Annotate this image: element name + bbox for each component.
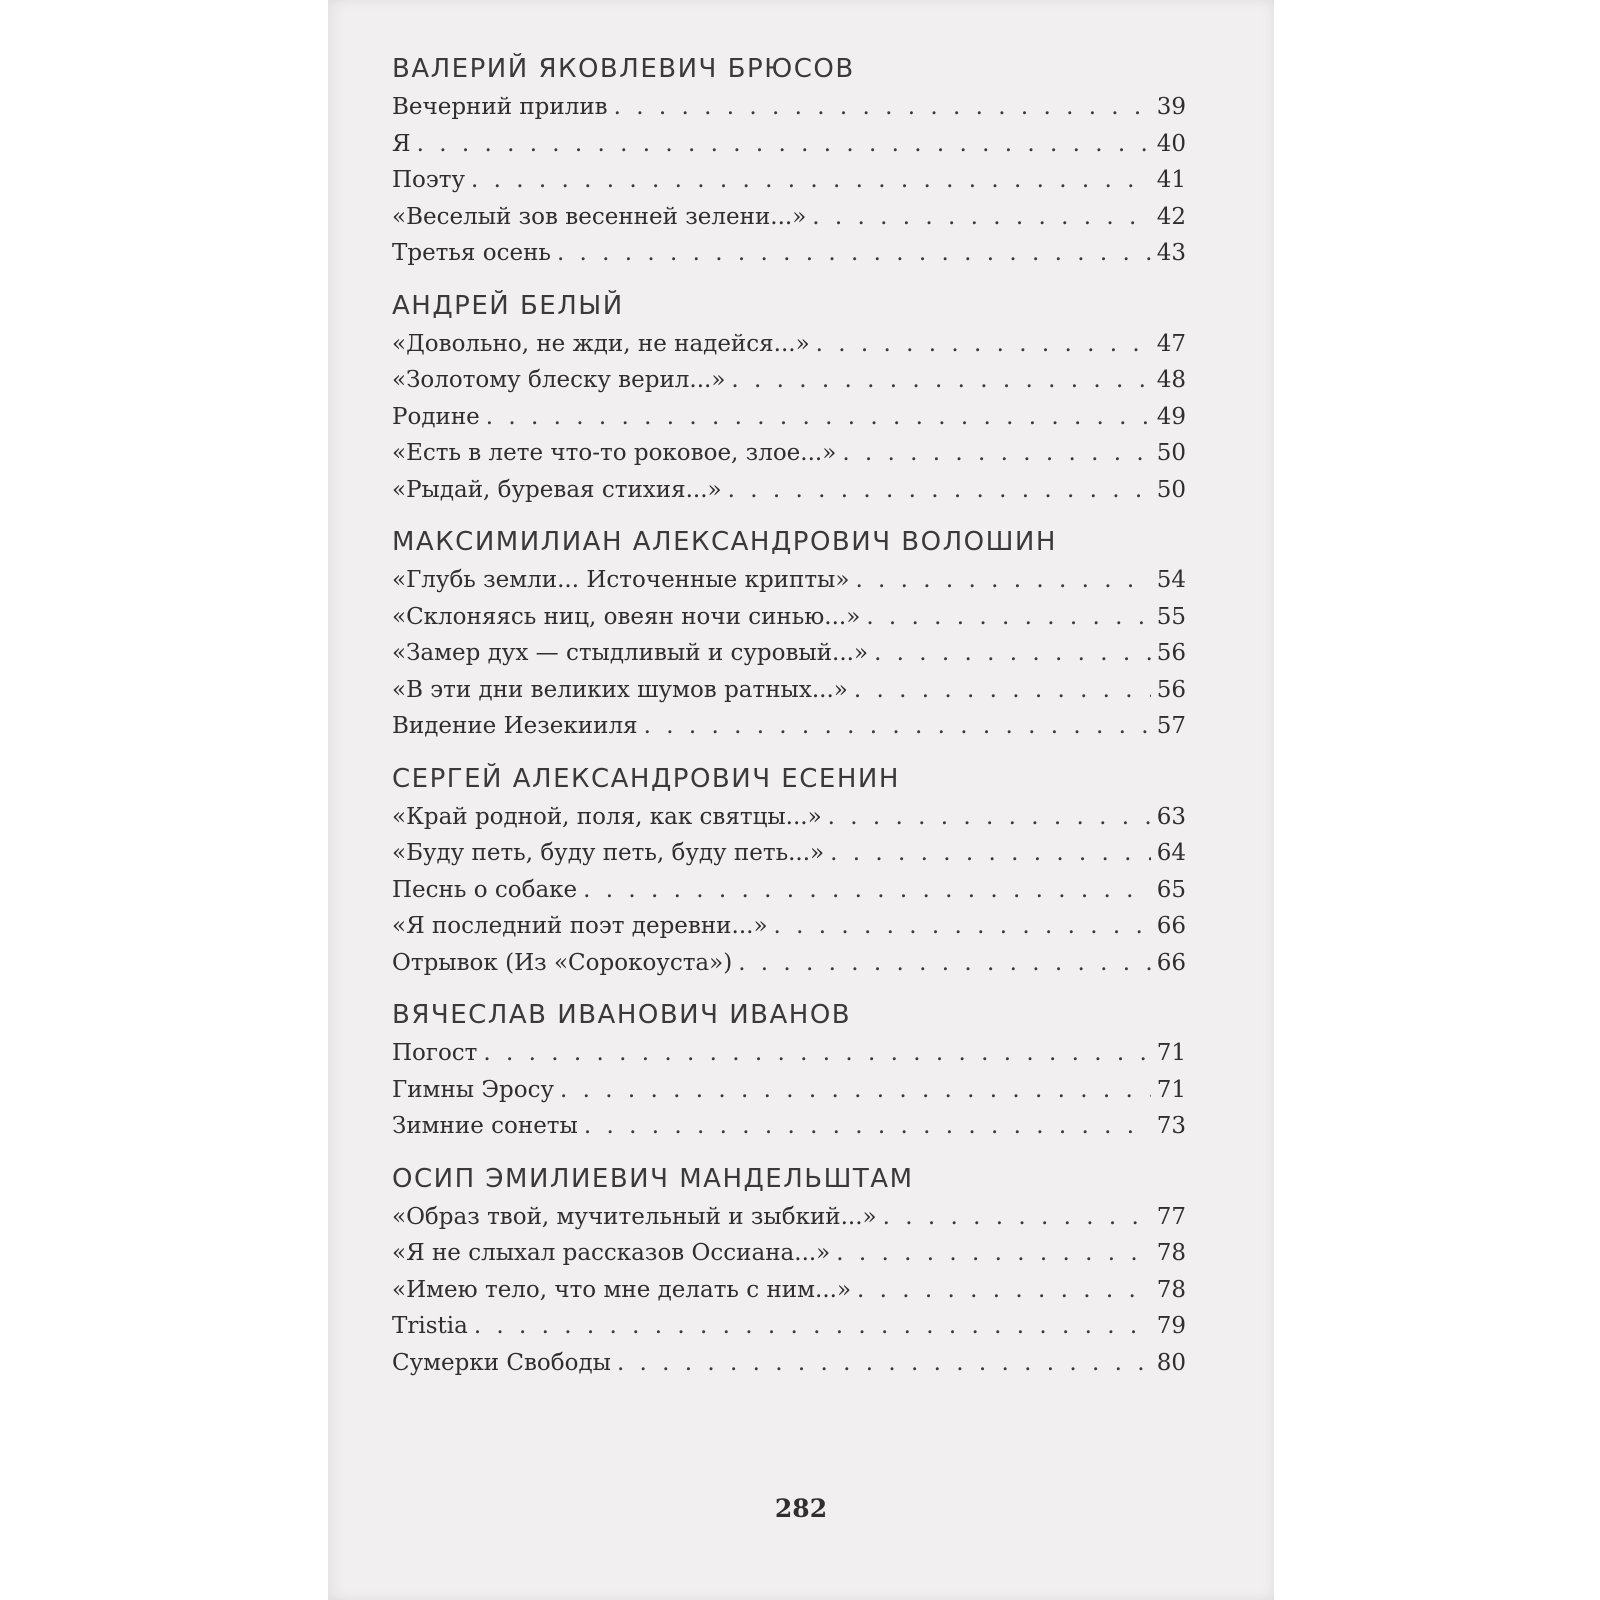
entry-title: Песнь о собаке — [392, 876, 578, 903]
entry-page-number: 63 — [1156, 803, 1186, 830]
toc-entry — [392, 840, 1186, 877]
toc-entry — [392, 604, 1186, 641]
entry-title: Видение Иезекииля — [392, 713, 638, 739]
entry-title: Зимние сонеты — [392, 1113, 578, 1139]
entry-title: «Край родной, поля, как святцы...» — [392, 803, 822, 830]
toc-entry — [392, 1313, 1186, 1350]
toc-entry — [392, 804, 1186, 841]
entry-title: «Я не слыхал рассказов Оссиана...» — [392, 1240, 831, 1266]
entry-page-number: 64 — [1156, 840, 1186, 866]
toc-entry — [392, 440, 1186, 477]
entry-page-number: 71 — [1156, 1076, 1186, 1103]
entry-page-number: 80 — [1156, 1349, 1186, 1376]
entry-page-number: 55 — [1156, 603, 1186, 630]
entry-title: Отрывок (Из «Сорокоуста») — [392, 949, 733, 976]
dot-leader — [836, 1240, 1150, 1266]
author-heading: ОСИП ЭМИЛИЕВИЧ МАНДЕЛЬШТАМ — [392, 1163, 914, 1194]
entry-page-number: 49 — [1156, 403, 1186, 430]
toc-entry — [392, 131, 1186, 168]
dot-leader — [731, 367, 1150, 393]
entry-page-number: 40 — [1156, 130, 1186, 157]
book-page — [328, 0, 1274, 1600]
entry-page-number: 66 — [1156, 913, 1186, 939]
author-heading: ВАЛЕРИЙ ЯКОВЛЕВИЧ БРЮСОВ — [392, 54, 855, 84]
toc-entry — [392, 1077, 1186, 1114]
dot-leader — [812, 204, 1150, 230]
dot-leader — [816, 331, 1151, 357]
dot-leader — [830, 840, 1151, 866]
entry-title: Вечерний прилив — [392, 94, 608, 120]
entry-page-number: 48 — [1156, 367, 1186, 393]
entry-title: «Имею тело, что мне делать с ним...» — [392, 1276, 852, 1303]
toc-entry — [392, 713, 1186, 750]
dot-leader — [560, 1077, 1151, 1103]
toc-entry — [392, 331, 1186, 368]
author-section — [392, 764, 1186, 987]
table-of-contents — [392, 54, 1186, 1400]
entry-page-number: 43 — [1156, 240, 1186, 266]
entry-page-number: 78 — [1156, 1240, 1186, 1266]
dot-leader — [874, 640, 1151, 666]
toc-entry — [392, 1040, 1186, 1077]
author-heading: ВЯЧЕСЛАВ ИВАНОВИЧ ИВАНОВ — [392, 1000, 852, 1030]
author-section — [392, 1164, 1186, 1387]
entry-page-number: 50 — [1156, 440, 1186, 466]
entry-page-number: 78 — [1156, 1276, 1186, 1303]
entry-title: «Я последний поэт деревни...» — [392, 913, 768, 939]
dot-leader — [557, 240, 1151, 266]
entry-title: Гимны Эросу — [392, 1076, 554, 1103]
entry-title: Поэту — [392, 167, 466, 193]
author-section — [392, 1000, 1186, 1150]
author-section — [392, 54, 1186, 277]
entry-title: «Замер дух — стыдливый и суровый...» — [392, 640, 869, 666]
entry-page-number: 42 — [1156, 203, 1186, 230]
entry-page-number: 77 — [1156, 1203, 1186, 1230]
toc-entry — [392, 950, 1186, 987]
entry-title: «Буду петь, буду петь, буду петь...» — [392, 840, 825, 866]
dot-leader — [854, 677, 1151, 703]
toc-entry — [392, 94, 1186, 131]
entry-page-number: 39 — [1156, 94, 1186, 120]
entry-title: «Довольно, не жди, не надейся...» — [392, 330, 810, 357]
toc-entry — [392, 477, 1186, 514]
toc-entry — [392, 204, 1186, 241]
dot-leader — [855, 567, 1150, 593]
entry-title: Я — [392, 130, 411, 157]
dot-leader — [774, 913, 1151, 939]
entry-title: «В эти дни великих шумов ратных...» — [392, 676, 848, 703]
author-heading: АНДРЕЙ БЕЛЫЙ — [392, 290, 624, 321]
toc-entry — [392, 877, 1186, 914]
dot-leader — [883, 1204, 1151, 1230]
dot-leader — [866, 604, 1150, 630]
entry-page-number: 41 — [1156, 167, 1186, 193]
dot-leader — [417, 131, 1151, 157]
entry-page-number: 71 — [1156, 1040, 1186, 1066]
toc-entry — [392, 1277, 1186, 1314]
entry-title: Родине — [392, 403, 480, 430]
entry-title: «Образ твой, мучительный и зыбкий...» — [392, 1203, 877, 1230]
entry-page-number: 65 — [1156, 876, 1186, 903]
dot-leader — [842, 440, 1150, 466]
dot-leader — [483, 1040, 1150, 1066]
entry-page-number: 54 — [1156, 567, 1186, 593]
entry-title: «Рыдай, буревая стихия...» — [392, 476, 722, 503]
toc-entry — [392, 1240, 1186, 1277]
toc-entry — [392, 404, 1186, 441]
entry-title: Tristia — [392, 1313, 468, 1339]
toc-entry — [392, 240, 1186, 277]
entry-title: «Есть в лете что-то роковое, злое...» — [392, 440, 837, 466]
author-section — [392, 527, 1186, 750]
dot-leader — [738, 950, 1151, 976]
entry-page-number: 56 — [1156, 640, 1186, 666]
entry-title: «Склоняясь ниц, овеян ночи синью...» — [392, 603, 861, 630]
entry-page-number: 56 — [1156, 676, 1186, 703]
toc-entry — [392, 1204, 1186, 1241]
author-section — [392, 291, 1186, 514]
dot-leader — [728, 477, 1151, 503]
toc-entry — [392, 1350, 1186, 1387]
entry-title: Третья осень — [392, 240, 551, 266]
toc-entry — [392, 677, 1186, 714]
entry-title: Погост — [392, 1040, 478, 1066]
dot-leader — [828, 804, 1151, 830]
author-heading: МАКСИМИЛИАН АЛЕКСАНДРОВИЧ ВОЛОШИН — [392, 527, 1057, 557]
dot-leader — [474, 1313, 1151, 1339]
toc-entry — [392, 167, 1186, 204]
entry-page-number: 79 — [1156, 1313, 1186, 1339]
dot-leader — [584, 1113, 1151, 1139]
author-heading: СЕРГЕЙ АЛЕКСАНДРОВИЧ ЕСЕНИН — [392, 763, 900, 794]
entry-page-number: 50 — [1156, 476, 1186, 503]
entry-page-number: 57 — [1156, 713, 1186, 739]
dot-leader — [583, 877, 1151, 903]
toc-entry — [392, 913, 1186, 950]
toc-entry — [392, 1113, 1186, 1150]
entry-page-number: 73 — [1156, 1113, 1186, 1139]
dot-leader — [471, 167, 1151, 193]
dot-leader — [486, 404, 1151, 430]
dot-leader — [617, 1350, 1151, 1376]
entry-title: Сумерки Свободы — [392, 1349, 611, 1376]
toc-entry — [392, 640, 1186, 677]
dot-leader — [644, 713, 1151, 739]
entry-title: «Глубь земли... Источенные крипты» — [392, 567, 850, 593]
entry-title: «Золотому блеску верил...» — [392, 367, 726, 393]
page-number: 282 — [774, 1494, 828, 1523]
entry-page-number: 66 — [1156, 949, 1186, 976]
dot-leader — [857, 1277, 1151, 1303]
toc-entry — [392, 367, 1186, 404]
entry-title: «Веселый зов весенней зелени...» — [392, 203, 807, 230]
entry-page-number: 47 — [1156, 330, 1186, 357]
toc-entry — [392, 567, 1186, 604]
dot-leader — [614, 94, 1151, 120]
